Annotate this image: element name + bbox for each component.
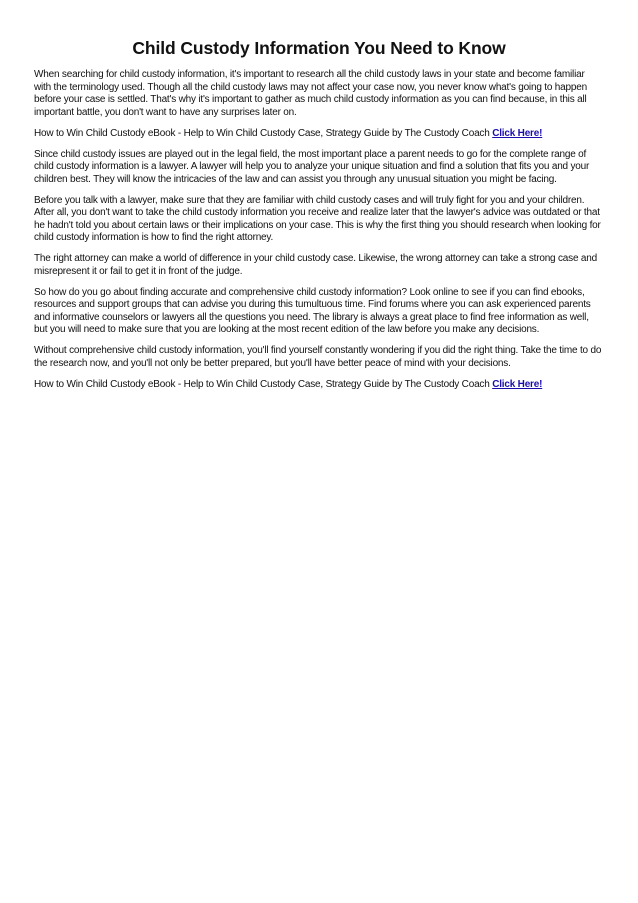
- paragraph-conclusion: Without comprehensive child custody information, you'll find yourself constantly wondering if you did the right thing. Take the time to do the research now, and you'll not only be better prepared, but you'll have better peace of mind with your decisions.: [34, 345, 602, 369]
- promo-line-bottom: [34, 379, 604, 392]
- paragraph-right-attorney: The right attorney can make a world of difference in your child custody case. Likewise, the wrong attorney can take a strong case and misrepresent it or fail to get it in front of the judge.: [34, 253, 597, 277]
- document-title: Child Custody Information You Need to Know: [132, 38, 506, 58]
- paragraph-finding-info: So how do you go about finding accurate and comprehensive child custody information? Look online to see if you can find ebooks, resources and support groups that can advise you during this tumultuous time. Find forums where you can ask experienced parents and informative counselors or lawyers all the questions you need. The library is always a great place to find free information as well, but you will need to make sure that you are looking at the most recent edition of the law before you make any decisions.: [34, 286, 591, 335]
- promo-line-top: [34, 128, 604, 141]
- click-here-link-bottom[interactable]: Click Here!: [492, 378, 543, 390]
- promo-text-top: How to Win Child Custody eBook - Help to Win Child Custody Case, Strategy Guide by The Custody Coach: [34, 127, 490, 139]
- promo-text-bottom: How to Win Child Custody eBook - Help to Win Child Custody Case, Strategy Guide by The Custody Coach: [34, 378, 490, 390]
- paragraph-lawyer: Since child custody issues are played out in the legal field, the most important place a parent needs to go for the complete range of child custody information is a lawyer. A lawyer will help you to analyze your unique situation and find a solution that fits you and your children best. They will know the intricacies of the law and can assist you through any unusual situation you might be facing.: [34, 148, 590, 185]
- click-here-link-top[interactable]: Click Here!: [492, 127, 543, 139]
- paragraph-before-talk: Before you talk with a lawyer, make sure that they are familiar with child custody cases and will truly fight for you and your children. After all, you don't want to take the child custody information you receive and realize later that the lawyer's advice was outdated or that he hadn't told you about certain laws or their implications on your case. This is why the first thing you should research when looking for child custody information is how to find the right attorney.: [34, 194, 601, 243]
- paragraph-intro: When searching for child custody information, it's important to research all the child custody laws in your state and become familiar with the terminology used. Though all the child custody laws may not affect your case now, you never know what's going to happen before your case is settled. That's why it's important to gather as much child custody information as you can find because, in this all important battle, you don't want to have any surprises later on.: [34, 69, 587, 118]
